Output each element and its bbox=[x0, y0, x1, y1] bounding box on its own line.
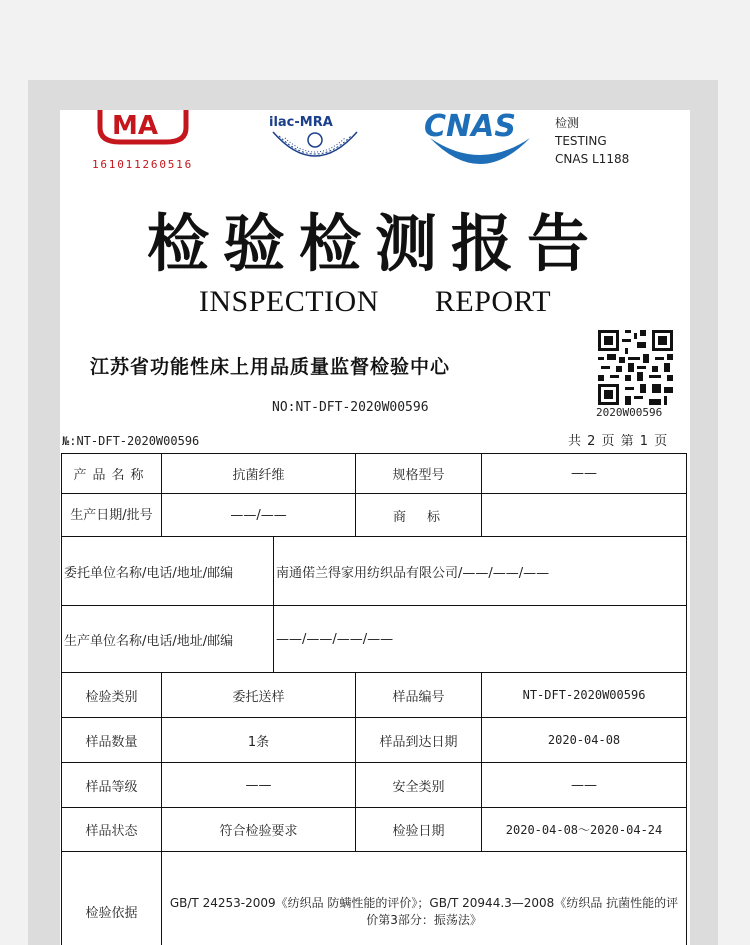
table-row bbox=[62, 718, 687, 763]
basis-value: GB/T 24253-2009《纺织品 防螨性能的评价》；GB/T 20944.3—2008《纺织品 抗菌性能的评价第3部分：振荡法》 bbox=[162, 852, 687, 945]
cma-code: 161011260516 bbox=[91, 158, 194, 171]
qr-code-number: 2020W00596 bbox=[596, 406, 663, 419]
inspection-type-value: 委托送样 bbox=[162, 673, 356, 718]
sample-grade-value: —— bbox=[162, 763, 356, 808]
sample-grade-label: 样品等级 bbox=[62, 763, 162, 808]
table-row bbox=[62, 763, 687, 808]
safety-category-value: —— bbox=[482, 763, 687, 808]
client-label: 委托单位名称/电话/地址/邮编 bbox=[62, 537, 274, 606]
report-info-table bbox=[61, 453, 687, 945]
report-page bbox=[60, 110, 690, 945]
cnas-line: 检测 bbox=[555, 116, 580, 130]
table-row bbox=[62, 673, 687, 718]
product-name-label: 产品名称 bbox=[62, 454, 162, 494]
inspection-date-label: 检验日期 bbox=[356, 808, 482, 852]
report-title-english: INSPECTION REPORT bbox=[198, 285, 552, 318]
spec-value: —— bbox=[482, 454, 687, 494]
spec-label: 规格型号 bbox=[356, 454, 482, 494]
sample-quantity-value: 1条 bbox=[162, 718, 356, 763]
basis-label: 检验依据 bbox=[62, 852, 162, 945]
trademark-label: 商 标 bbox=[356, 494, 482, 537]
producer-label: 生产单位名称/电话/地址/邮编 bbox=[62, 606, 274, 673]
page-indicator: 共 2 页 第 1 页 bbox=[568, 434, 669, 449]
sample-status-value: 符合检验要求 bbox=[162, 808, 356, 852]
report-number: NO:NT-DFT-2020W00596 bbox=[272, 400, 429, 415]
producer-value: ——/——/——/—— bbox=[274, 606, 687, 673]
sample-quantity-label: 样品数量 bbox=[62, 718, 162, 763]
table-row bbox=[62, 454, 687, 494]
inspection-center-name: 江苏省功能性床上用品质量监督检验中心 bbox=[90, 356, 451, 378]
arrival-date-label: 样品到达日期 bbox=[356, 718, 482, 763]
safety-category-label: 安全类别 bbox=[356, 763, 482, 808]
production-date-label: 生产日期/批号 bbox=[62, 494, 162, 537]
table-row bbox=[62, 606, 687, 673]
svg-text:ilac-MRA: ilac-MRA bbox=[269, 115, 333, 130]
report-number-left: №:NT-DFT-2020W00596 bbox=[62, 434, 200, 448]
report-title-chinese: 检验检测报告 bbox=[146, 207, 603, 280]
client-value: 南通偌兰得家用纺织品有限公司/——/——/—— bbox=[274, 537, 687, 606]
svg-text:MA: MA bbox=[112, 111, 158, 141]
svg-text:CNAS: CNAS bbox=[424, 110, 516, 144]
table-row bbox=[62, 494, 687, 537]
cnas-line: CNAS L1188 bbox=[555, 152, 630, 166]
table-row bbox=[62, 852, 687, 945]
sample-number-label: 样品编号 bbox=[356, 673, 482, 718]
trademark-value bbox=[482, 494, 687, 537]
qr-code-icon bbox=[598, 330, 673, 405]
inspection-date-value: 2020-04-08～2020-04-24 bbox=[482, 808, 687, 852]
arrival-date-value: 2020-04-08 bbox=[482, 718, 687, 763]
ilac-mra-logo bbox=[265, 110, 365, 170]
cnas-logo bbox=[418, 110, 543, 172]
table-row bbox=[62, 808, 687, 852]
sample-status-label: 样品状态 bbox=[62, 808, 162, 852]
production-date-value: ——/—— bbox=[162, 494, 356, 537]
product-name-value: 抗菌纤维 bbox=[162, 454, 356, 494]
cnas-line: TESTING bbox=[555, 134, 607, 148]
inspection-type-label: 检验类别 bbox=[62, 673, 162, 718]
sample-number-value: NT-DFT-2020W00596 bbox=[482, 673, 687, 718]
table-row bbox=[62, 537, 687, 606]
cnas-accreditation-text bbox=[555, 114, 629, 168]
